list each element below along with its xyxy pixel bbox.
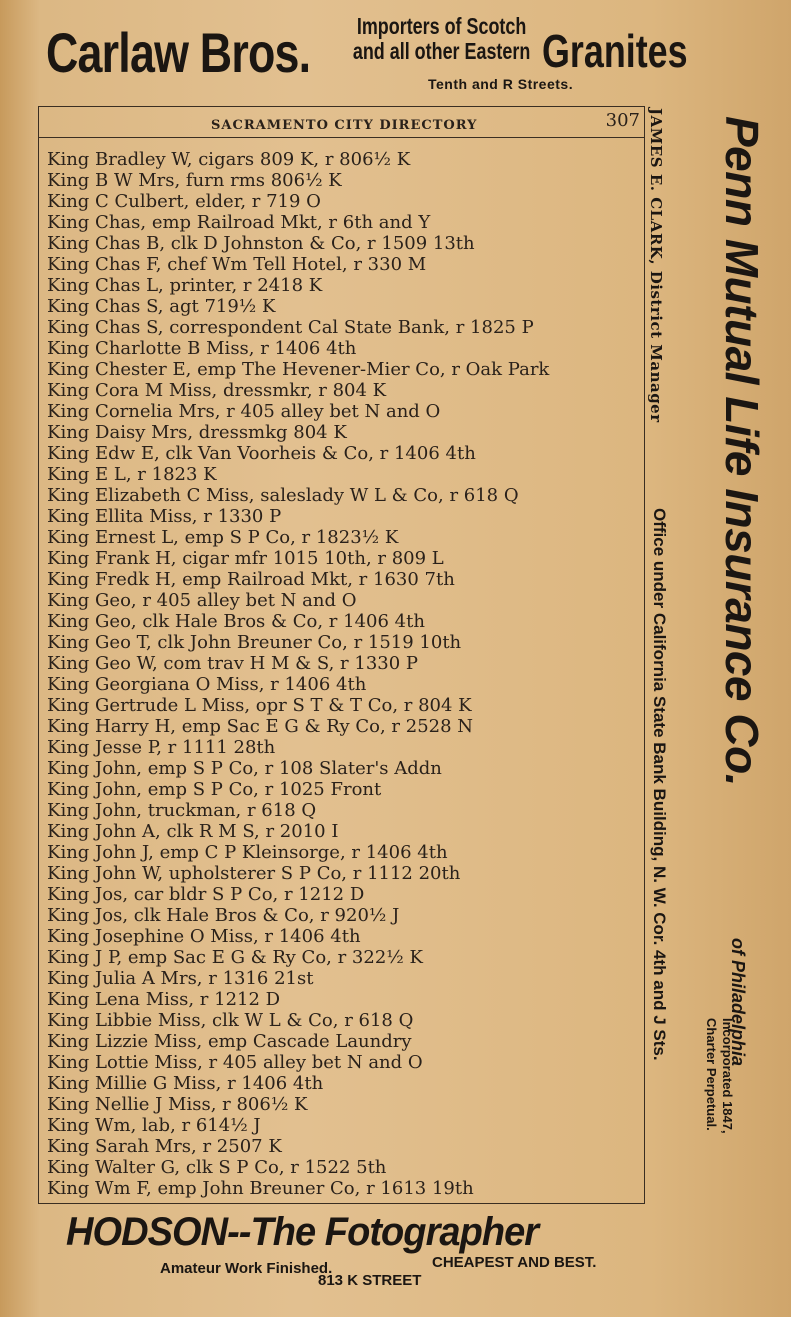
directory-entry: King Frank H, cigar mfr 1015 10th, r 809 L (47, 548, 444, 569)
directory-entry: King John, emp S P Co, r 1025 Front (47, 779, 382, 800)
directory-entry: King Chas L, printer, r 2418 K (47, 275, 323, 296)
incorporated-line: Incorporated 1847, (720, 1018, 735, 1134)
office-address: Office under California State Bank Building, N. W. Cor. 4th and J Sts. (650, 508, 669, 1061)
directory-entry: King Elizabeth C Miss, saleslady W L & Co, r 618 Q (47, 485, 519, 506)
directory-entry: King J P, emp Sac E G & Ry Co, r 322½ K (47, 947, 423, 968)
directory-entry: King Josephine O Miss, r 1406 4th (47, 926, 361, 947)
directory-entry: King Geo W, com trav H M & S, r 1330 P (47, 653, 419, 674)
directory-entry: King Chas S, correspondent Cal State Bank, r 1825 P (47, 317, 534, 338)
directory-entry: King Georgiana O Miss, r 1406 4th (47, 674, 367, 695)
carlaw-bros-name: Carlaw Bros. (46, 21, 311, 84)
directory-entry: King Nellie J Miss, r 806½ K (47, 1094, 308, 1115)
directory-entry: King Cornelia Mrs, r 405 alley bet N and O (47, 401, 441, 422)
directory-entry: King Lena Miss, r 1212 D (47, 989, 281, 1010)
granites-word: Granites (542, 25, 688, 77)
penn-mutual-name: Penn Mutual Life Insurance Co. (716, 116, 768, 786)
directory-entry: King Libbie Miss, clk W L & Co, r 618 Q (47, 1010, 414, 1031)
hodson-address: 813 K STREET (318, 1272, 422, 1289)
directory-entry: King C Culbert, elder, r 719 O (47, 191, 321, 212)
directory-entry: King Chas F, chef Wm Tell Hotel, r 330 M (47, 254, 427, 275)
directory-entry: King Jos, car bldr S P Co, r 1212 D (47, 884, 365, 905)
directory-entry: King John A, clk R M S, r 2010 I (47, 821, 339, 842)
importers-tagline-line2: and all other Eastern (352, 38, 531, 64)
district-manager: JAMES E. CLARK, District Manager (647, 108, 665, 423)
directory-entry: King John, emp S P Co, r 108 Slater's Addn (47, 758, 442, 779)
directory-entry: King Geo, r 405 alley bet N and O (47, 590, 357, 611)
hodson-headline: HODSON--The Fotographer (66, 1210, 539, 1254)
header-divider (39, 137, 644, 138)
directory-entry: King Fredk H, emp Railroad Mkt, r 1630 7th (47, 569, 455, 590)
carlaw-address: Tenth and R Streets. (428, 76, 574, 92)
directory-entry: King John J, emp C P Kleinsorge, r 1406 4th (47, 842, 448, 863)
directory-entry: King Sarah Mrs, r 2507 K (47, 1136, 282, 1157)
directory-entry: King Chas S, agt 719½ K (47, 296, 276, 317)
hodson-advertisement (60, 1204, 740, 1314)
directory-entry: King Geo, clk Hale Bros & Co, r 1406 4th (47, 611, 425, 632)
charter-line: Charter Perpetual. (704, 1018, 719, 1131)
directory-entry: King Walter G, clk S P Co, r 1522 5th (47, 1157, 387, 1178)
incorporation-note (703, 1018, 735, 1134)
directory-entry: King Chas, emp Railroad Mkt, r 6th and Y (47, 212, 431, 233)
directory-entry: King Jos, clk Hale Bros & Co, r 920½ J (47, 905, 400, 926)
amateur-work-note: Amateur Work Finished. (160, 1260, 333, 1277)
directory-entry: King Lizzie Miss, emp Cascade Laundry (47, 1031, 412, 1052)
directory-entry: King Charlotte B Miss, r 1406 4th (47, 338, 357, 359)
cheapest-best-note: CHEAPEST AND BEST. (432, 1254, 597, 1271)
directory-listing-frame (38, 106, 645, 1204)
directory-entry: King Wm, lab, r 614½ J (47, 1115, 261, 1136)
directory-entry: King Jesse P, r 1111 28th (47, 737, 276, 758)
directory-entry: King Julia A Mrs, r 1316 21st (47, 968, 314, 989)
page-number: 307 (605, 110, 640, 131)
penn-mutual-advertisement (645, 108, 791, 1208)
directory-entry: King Chester E, emp The Hevener-Mier Co, r Oak Park (47, 359, 550, 380)
directory-entry: King E L, r 1823 K (47, 464, 217, 485)
directory-entry: King Gertrude L Miss, opr S T & T Co, r 804 K (47, 695, 472, 716)
directory-entry: King Edw E, clk Van Voorheis & Co, r 1406 4th (47, 443, 476, 464)
directory-entry: King Lottie Miss, r 405 alley bet N and O (47, 1052, 423, 1073)
directory-entry: King B W Mrs, furn rms 806½ K (47, 170, 342, 191)
directory-entry: King Daisy Mrs, dressmkg 804 K (47, 422, 347, 443)
directory-entry: King Harry H, emp Sac E G & Ry Co, r 2528 N (47, 716, 474, 737)
directory-entry: King Ernest L, emp S P Co, r 1823½ K (47, 527, 399, 548)
directory-entry: King Cora M Miss, dressmkr, r 804 K (47, 380, 387, 401)
directory-entry: King Millie G Miss, r 1406 4th (47, 1073, 324, 1094)
directory-entry: King Wm F, emp John Breuner Co, r 1613 19th (47, 1178, 474, 1199)
page-title: SACRAMENTO CITY DIRECTORY (211, 118, 478, 133)
directory-entry: King John, truckman, r 618 Q (47, 800, 317, 821)
importers-tagline (348, 14, 535, 64)
directory-entry: King Geo T, clk John Breuner Co, r 1519 10th (47, 632, 462, 653)
importers-tagline-line1: Importers of Scotch (356, 13, 527, 39)
carlaw-bros-advertisement (44, 6, 744, 106)
directory-entry: King Chas B, clk D Johnston & Co, r 1509 13th (47, 233, 475, 254)
directory-entries (47, 149, 642, 1199)
directory-entry: King Ellita Miss, r 1330 P (47, 506, 282, 527)
of-philadelphia: of Philadelphia (728, 938, 748, 1067)
directory-entry: King John W, upholsterer S P Co, r 1112 20th (47, 863, 461, 884)
directory-entry: King Bradley W, cigars 809 K, r 806½ K (47, 149, 411, 170)
